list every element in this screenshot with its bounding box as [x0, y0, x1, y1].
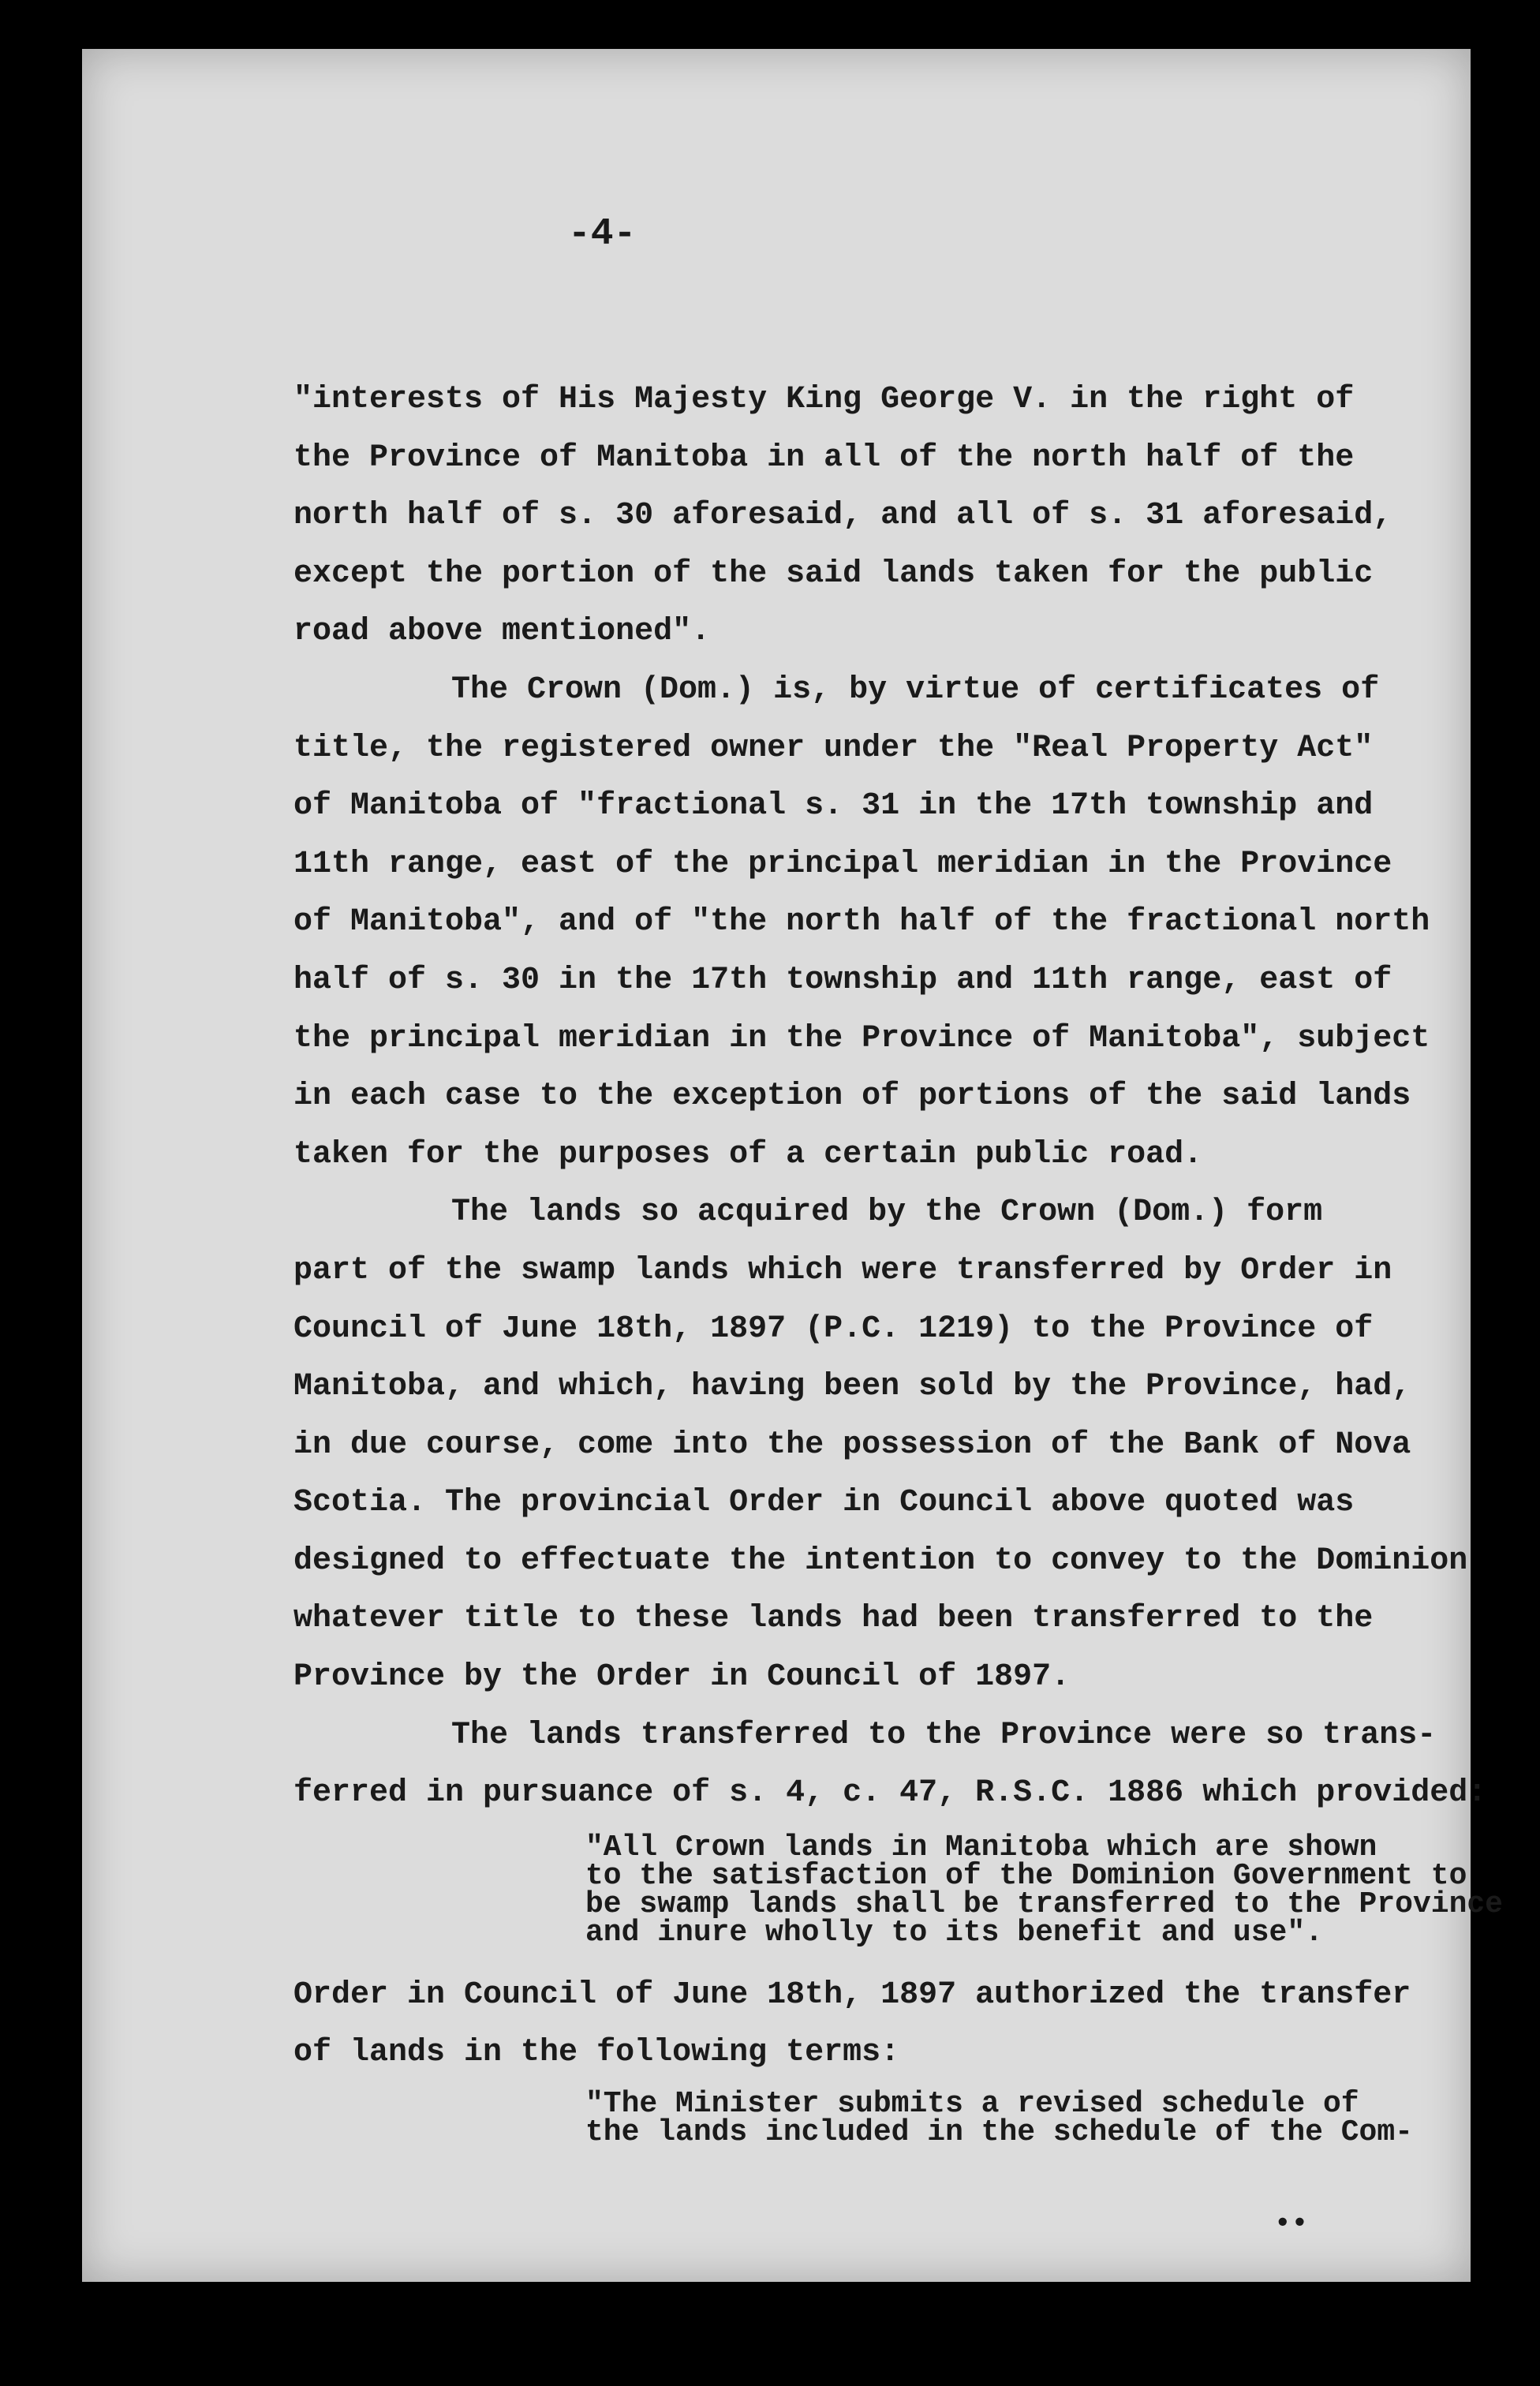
- text-line: road above mentioned".: [293, 614, 711, 650]
- text-line: the principal meridian in the Province of Manitoba", subject: [293, 1020, 1430, 1056]
- text-line: in each case to the exception of portions of the said lands: [293, 1079, 1411, 1115]
- quote-line: be swamp lands shall be transferred to the Province: [585, 1887, 1503, 1921]
- text-line: north half of s. 30 aforesaid, and all of s. 31 aforesaid,: [293, 498, 1392, 534]
- text-line: whatever title to these lands had been transferred to the: [293, 1601, 1374, 1637]
- text-line: Manitoba, and which, having been sold by the Province, had,: [293, 1369, 1411, 1405]
- block-quote-statute: [293, 1830, 1503, 1950]
- text-line: ferred in pursuance of s. 4, c. 47, R.S.C. 1886 which provided:: [293, 1775, 1487, 1812]
- text-line: Province by the Order in Council of 1897.: [293, 1659, 1071, 1696]
- quote-line: to the satisfaction of the Dominion Government to: [585, 1858, 1467, 1893]
- quote-line: "The Minister submits a revised schedule of: [585, 2087, 1359, 2122]
- text-line: of Manitoba of "fractional s. 31 in the 17th township and: [293, 788, 1374, 825]
- paragraph-3: [293, 1184, 1468, 1706]
- text-line: "interests of His Majesty King George V. in the right of: [293, 382, 1355, 417]
- text-line: except the portion of the said lands taken for the public: [293, 555, 1374, 592]
- text-line: 11th range, east of the principal meridian in the Province: [293, 846, 1392, 882]
- text-line: of lands in the following terms:: [293, 2035, 900, 2071]
- text-line: the Province of Manitoba in all of the north half of the: [293, 439, 1355, 476]
- document-body: [293, 371, 1503, 2150]
- text-line: Order in Council of June 18th, 1897 authorized the transfer: [293, 1976, 1411, 2013]
- paragraph-2: [293, 661, 1453, 1184]
- text-line: The lands transferred to the Province were so trans-: [451, 1717, 1437, 1753]
- text-line: designed to effectuate the intention to convey to the Dominion: [293, 1543, 1468, 1579]
- text-line: half of s. 30 in the 17th township and 11th range, east of: [293, 962, 1392, 998]
- text-line: Scotia. The provincial Order in Council above quoted was: [293, 1485, 1355, 1521]
- text-line: title, the registered owner under the "Real Property Act": [293, 730, 1374, 766]
- quote-line: "All Crown lands in Manitoba which are shown: [585, 1830, 1377, 1864]
- page-number: -4-: [568, 213, 637, 256]
- paragraph-5: [293, 1966, 1453, 2082]
- paragraph-4: [293, 1707, 1487, 1823]
- text-line: The Crown (Dom.) is, by virtue of certificates of: [451, 671, 1380, 708]
- text-line: taken for the purposes of a certain public road.: [293, 1136, 1203, 1172]
- continuation-mark: ••: [1274, 2208, 1309, 2240]
- paragraph-1: [293, 371, 1453, 661]
- text-line: Council of June 18th, 1897 (P.C. 1219) to the Province of: [293, 1311, 1374, 1347]
- text-line: in due course, come into the possession of the Bank of Nova: [293, 1427, 1411, 1463]
- quote-line: and inure wholly to its benefit and use".: [585, 1915, 1323, 1950]
- text-line: The lands so acquired by the Crown (Dom.) form: [451, 1195, 1323, 1231]
- block-quote-order: [293, 2087, 1453, 2150]
- quote-line: the lands included in the schedule of the Com-: [585, 2115, 1413, 2150]
- text-line: part of the swamp lands which were transferred by Order in: [293, 1252, 1392, 1288]
- text-line: of Manitoba", and of "the north half of the fractional north: [293, 904, 1430, 941]
